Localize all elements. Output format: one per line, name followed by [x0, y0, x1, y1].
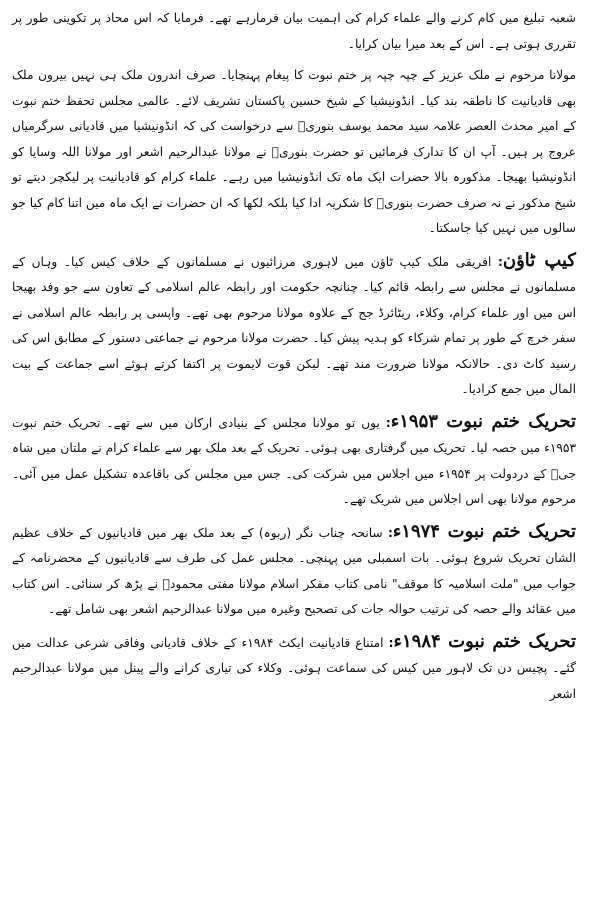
paragraph-text: سانحہ چناب نگر (ربوہ) کے بعد ملک بھر میں قادیانیوں کے خلاف عظیم الشان تحریک شروع ہوئی۔ بات اسمبلی میں پہنچی۔ مجلس عمل کی طرف سے قادیانیوں کے محضرنامہ کے جواب میں "ملت اسلامیہ کا موقف" نامی کتاب مفکر اسلام مولانا مفتی محمودؒ نے پڑھ کر سنائی۔ اس کتاب میں عقائد والے حصہ کی ترتیب حوالہ جات کی تصحیح وغیرہ میں مولانا عبدالرحیم اشعر بھی شامل تھے۔: [12, 525, 576, 616]
paragraph-cape-town: کیپ ٹاؤن: افریقی ملک کیپ ٹاؤن میں لاہوری مرزائیوں نے مسلمانوں کے خلاف کیس کیا۔ وہاں کے مسلمانوں نے مجلس سے رابطہ قائم کیا۔ چنانچہ حکومت اور رابطہ عالم اسلامی کے تعاون سے جو وفد بھیجا اس میں اور علماء کرام، وکلاء، ریٹائرڈ جج کے علاوہ مولانا مرحوم بھی تھے۔ واپسی پر رابطہ عالم اسلامی نے سفر خرچ کے طور پر تمام شرکاء کو ہدیہ پیش کیا۔ حضرت مولانا مرحوم نے جماعتی دستور کے مطابق اس کی رسید کاٹ دی۔ حالانکہ مولانا ضرورت مند تھے۔ لیکن قوت لایموت پر اکتفا کرتے ہوئے اسے جماعت کے بیت المال میں جمع کرادیا۔: [12, 249, 577, 396]
paragraph-indonesia: [12, 63, 576, 242]
section-heading: تحریک ختم نبوت ۱۹۵۳ء: [390, 410, 576, 432]
section-heading: تحریک ختم نبوت ۱۹۸۴ء: [393, 630, 577, 652]
paragraph-tabligh: [12, 6, 576, 57]
paragraph-text: مولانا مرحوم نے ملک عزیز کے چپہ چپہ پر ختم نبوت کا پیغام پہنچایا۔ صرف اندرون ملک ہی نہیں بیرون ملک بھی قادیانیت کا ناطقہ بند کیا۔ انڈونیشیا کے شیخ حسین پاکستان تشریف لائے۔ عالمی مجلس تحفظ ختم نبوت کے امیر محدث العصر علامہ سید محمد یوسف بنوریؒ سے درخواست کی کہ انڈونیشیا میں قادیانی سرگرمیاں عروج پر ہیں۔ آپ ان کا تدارک فرمائیں تو حضرت بنوریؒ نے مولانا عبدالرحیم اشعر اور مولانا اللہ وسایا کو انڈونیشیا بھیجا۔ مذکورہ بالا حضرات ایک ماہ تک انڈونیشیا میں رہے۔ علماء کرام کو قادیانیت پر لیکچر دیتے تو شیخ مذکور نے نہ صرف حضرت بنوریؒ کا شکریہ ادا کیا بلکہ لکھا کہ ان حضرات نے ایک ماہ میں اتنا کام کیا جو سالوں میں نہیں کیا جاسکتا۔: [12, 68, 576, 235]
paragraph-text: شعبہ تبلیغ میں کام کرنے والے علماء کرام کی اہمیت بیان فرمارہے تھے۔ فرمایا کہ اس محاذ پر تکوینی طور پر تقرری ہوتی ہے۔ اس کے بعد میرا بیان کرایا۔: [12, 11, 576, 51]
paragraph-text: یوں تو مولانا مجلس کے بنیادی ارکان میں سے تھے۔ تحریک ختم نبوت ۱۹۵۳ء میں حصہ لیا۔ تحریک میں گرفتاری بھی ہوئی۔ تحریک کے بعد ملک بھر سے علماء کرام نے ملتان میں شاہ جیؒ کے دردولت پر ۱۹۵۴ء میں اجلاس میں شرکت کی۔ جس میں مجلس کی باقاعدہ تشکیل عمل میں آئی۔ مرحوم مولانا بھی اس اجلاس میں شریک تھے۔: [12, 415, 576, 506]
paragraph-text: افریقی ملک کیپ ٹاؤن میں لاہوری مرزائیوں نے مسلمانوں کے خلاف کیس کیا۔ وہاں کے مسلمانوں نے مجلس سے رابطہ قائم کیا۔ چنانچہ حکومت اور رابطہ عالم اسلامی کے تعاون سے جو وفد بھیجا اس میں اور علماء کرام، وکلاء، ریٹائرڈ جج کے علاوہ مولانا مرحوم بھی تھے۔ واپسی پر رابطہ عالم اسلامی نے سفر خرچ کے طور پر تمام شرکاء کو ہدیہ پیش کیا۔ حضرت مولانا مرحوم نے جماعتی دستور کے مطابق اس کی رسید کاٹ دی۔ حالانکہ مولانا ضرورت مند تھے۔ لیکن قوت لایموت پر اکتفا کرتے ہوئے اسے جماعت کے بیت المال میں جمع کرادیا۔: [12, 254, 576, 396]
section-heading: کیپ ٹاؤن: [502, 249, 577, 271]
paragraph-text: امتناع قادیانیت ایکٹ ۱۹۸۴ء کے خلاف قادیانی وفاقی شرعی عدالت میں گئے۔ پچیس دن تک لاہور میں کیس کی سماعت ہوئی۔ وکلاء کی تیاری کرانے والے پینل میں مولانا عبدالرحیم اشعر: [12, 635, 576, 701]
paragraph-movement-1953: تحریک ختم نبوت ۱۹۵۳ء: یوں تو مولانا مجلس کے بنیادی ارکان میں سے تھے۔ تحریک ختم نبوت ۱۹۵۳ء میں حصہ لیا۔ تحریک میں گرفتاری بھی ہوئی۔ تحریک کے بعد ملک بھر سے علماء کرام نے ملتان میں شاہ جیؒ کے دردولت پر ۱۹۵۴ء میں اجلاس میں شرکت کی۔ جس میں مجلس کی باقاعدہ تشکیل عمل میں آئی۔ مرحوم مولانا بھی اس اجلاس میں شریک تھے۔: [12, 410, 576, 506]
paragraph-movement-1974: تحریک ختم نبوت ۱۹۷۴ء: سانحہ چناب نگر (ربوہ) کے بعد ملک بھر میں قادیانیوں کے خلاف عظیم الشان تحریک شروع ہوئی۔ بات اسمبلی میں پہنچی۔ مجلس عمل کی طرف سے قادیانیوں کے محضرنامہ کے جواب میں "ملت اسلامیہ کا موقف" نامی کتاب مفکر اسلام مولانا مفتی محمودؒ نے پڑھ کر سنائی۔ اس کتاب میں عقائد والے حصہ کی ترتیب حوالہ جات کی تصحیح وغیرہ میں مولانا عبدالرحیم اشعر بھی شامل تھے۔: [12, 520, 576, 616]
paragraph-movement-1984: تحریک ختم نبوت ۱۹۸۴ء: امتناع قادیانیت ایکٹ ۱۹۸۴ء کے خلاف قادیانی وفاقی شرعی عدالت میں گئے۔ پچیس دن تک لاہور میں کیس کی سماعت ہوئی۔ وکلاء کی تیاری کرانے والے پینل میں مولانا عبدالرحیم اشعر: [12, 630, 577, 701]
section-heading: تحریک ختم نبوت ۱۹۷۴ء: [392, 520, 576, 542]
